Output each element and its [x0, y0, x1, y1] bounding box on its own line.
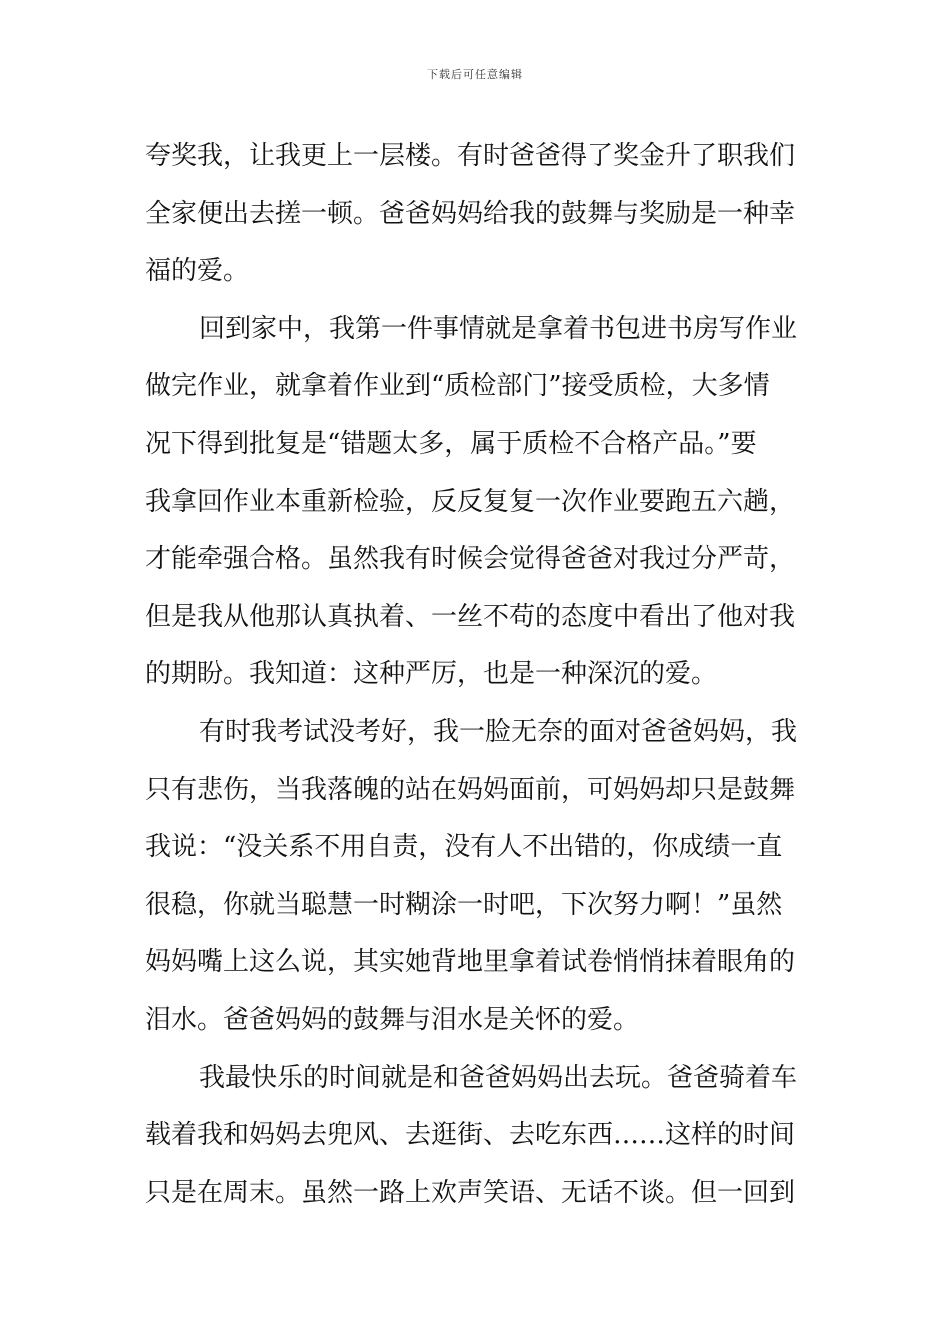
text-line: 只是在周末。虽然一路上欢声笑语、无话不谈。但一回到 — [145, 1177, 796, 1208]
text-line: 况下得到批复是“错题太多，属于质检不合格产品。”要 — [145, 428, 757, 459]
text-line: 的期盼。我知道：这种严厉，也是一种深沉的爱。 — [145, 659, 718, 690]
text-line: 妈妈嘴上这么说，其实她背地里拿着试卷悄悄抹着眼角的 — [145, 947, 796, 978]
text-line: 才能牵强合格。虽然我有时候会觉得爸爸对我过分严苛， — [145, 544, 796, 575]
text-line: 我拿回作业本重新检验，反反复复一次作业要跑五六趟， — [145, 486, 796, 517]
text-line: 载着我和妈妈去兜风、去逛街、去吃东西……这样的时间 — [145, 1120, 796, 1151]
paragraph-start-line: 有时我考试没考好，我一脸无奈的面对爸爸妈妈，我 — [199, 716, 798, 747]
text-line: 但是我从他那认真执着、一丝不苟的态度中看出了他对我 — [145, 601, 796, 632]
text-line: 福的爱。 — [145, 256, 250, 287]
page-header: 下载后可任意编辑 — [427, 68, 523, 81]
paragraph-start-line: 回到家中，我第一件事情就是拿着书包进书房写作业 — [199, 313, 798, 344]
body-text — [145, 128, 815, 1222]
text-line: 我说：“没关系不用自责，没有人不出错的，你成绩一直 — [145, 832, 783, 863]
text-line: 全家便出去搓一顿。爸爸妈妈给我的鼓舞与奖励是一种幸 — [145, 198, 796, 229]
text-line: 只有悲伤，当我落魄的站在妈妈面前，可妈妈却只是鼓舞 — [145, 774, 796, 805]
text-line: 很稳，你就当聪慧一时糊涂一时吧，下次努力啊！”虽然 — [145, 889, 783, 920]
paragraph-start-line: 我最快乐的时间就是和爸爸妈妈出去玩。爸爸骑着车 — [199, 1062, 798, 1093]
text-line: 夸奖我，让我更上一层楼。有时爸爸得了奖金升了职我们 — [145, 141, 796, 171]
text-line: 泪水。爸爸妈妈的鼓舞与泪水是关怀的爱。 — [145, 1004, 640, 1035]
text-line: 做完作业，就拿着作业到“质检部门”接受质检，大多情 — [145, 371, 770, 402]
